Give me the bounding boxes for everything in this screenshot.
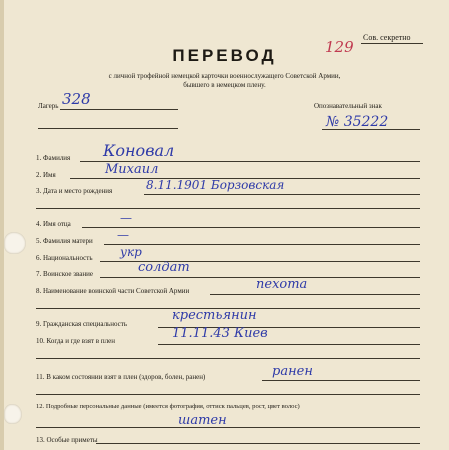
punch-hole-bottom — [4, 404, 22, 424]
camp-label: Лагерь — [38, 102, 59, 110]
field-value-5: — — [117, 228, 129, 242]
field-label-1: 1. Фамилия — [36, 154, 71, 162]
field-line-3 — [144, 194, 420, 195]
field-value-4: — — [120, 211, 132, 225]
field-value-9: крестьянин — [172, 308, 257, 323]
field-label-11: 11. В каком состоянии взят в плен (здоров, болен, ранен) — [36, 373, 206, 381]
field-line-10b — [36, 358, 420, 359]
handwritten-number: 129 — [325, 38, 354, 56]
field-label-13: 13. Особые приметы — [36, 436, 98, 444]
camp-line-2 — [38, 128, 178, 129]
field-value-10: 11.11.43 Киев — [172, 326, 268, 341]
field-label-6: 6. Национальность — [36, 254, 93, 262]
field-line-12 — [36, 427, 420, 428]
field-line-4 — [82, 227, 420, 228]
field-line-3b — [36, 208, 420, 209]
field-value-1: Коновал — [103, 141, 175, 160]
camp-value: 328 — [62, 90, 91, 108]
tag-value: № 35222 — [326, 114, 389, 130]
field-label-9: 9. Гражданская специальность — [36, 320, 128, 328]
field-line-11b — [36, 394, 420, 395]
field-line-10 — [158, 344, 420, 345]
field-value-6: укр — [120, 245, 142, 259]
field-label-2: 2. Имя — [36, 171, 56, 179]
field-label-10: 10. Когда и где взят в плен — [36, 337, 115, 345]
field-line-8 — [210, 294, 420, 295]
field-label-4: 4. Имя отца — [36, 220, 71, 228]
field-label-8: 8. Наименование воинской части Советской Армии — [36, 287, 190, 295]
field-label-12: 12. Подробные персональные данные (имеется фотография, оттиск пальцев, рост, цвет волос) — [36, 403, 300, 410]
page-title: ПЕРЕВОД — [172, 46, 277, 65]
field-line-11 — [262, 380, 420, 381]
paper-edge — [0, 0, 4, 450]
field-line-13 — [96, 443, 420, 444]
subtitle-line-1: с личной трофейной немецкой карточки военнослужащего Советской Армии, — [108, 72, 341, 80]
field-label-5: 5. Фамилия матери — [36, 237, 93, 245]
field-value-7: солдат — [138, 260, 190, 275]
tag-line — [322, 129, 420, 130]
field-value-2: Михаил — [105, 162, 159, 177]
classification-underline — [361, 43, 423, 44]
classification-label: Сов. секретно — [363, 33, 411, 42]
field-label-3: 3. Дата и место рождения — [36, 187, 113, 195]
field-label-7: 7. Воинское звание — [36, 270, 93, 278]
punch-hole-top — [4, 232, 26, 254]
subtitle-line-2: бывшего в немецком плену. — [183, 81, 266, 89]
camp-line — [60, 109, 178, 110]
field-value-11: ранен — [272, 364, 313, 379]
field-value-3: 8.11.1901 Борзовская — [146, 178, 285, 192]
field-line-5 — [104, 244, 420, 245]
tag-label: Опознавательный знак — [314, 102, 382, 110]
field-value-12: шатен — [178, 413, 227, 428]
field-value-8: пехота — [256, 277, 308, 292]
